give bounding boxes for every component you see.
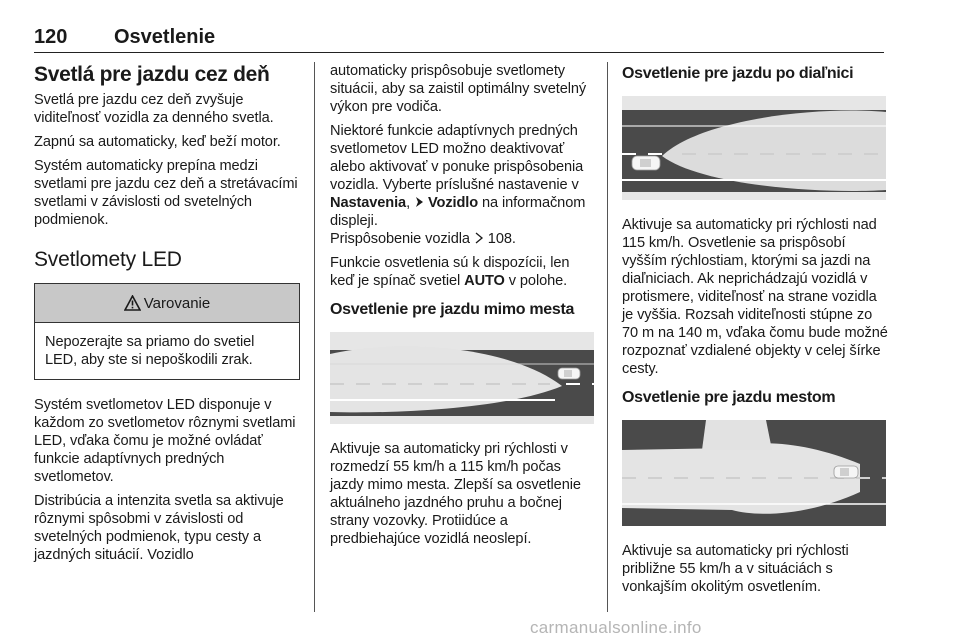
column-3: [622, 62, 888, 602]
warning-title: Varovanie: [143, 294, 211, 312]
watermark: carmanualsonline.info: [530, 618, 702, 637]
menu-vehicle-label: Vozidlo: [427, 195, 479, 211]
paragraph: automaticky prispôsobuje svetlomety situácii, aby sa zaistil optimálny svetelný výkon pre vodiča.: [330, 63, 587, 115]
text-span: v polohe.: [504, 273, 568, 289]
warning-box: [34, 283, 300, 380]
warning-text: Nepozerajte sa priamo do svetiel LED, aby ste si nepoškodili zrak.: [45, 334, 255, 368]
paragraph-settings: [330, 122, 594, 248]
page-reference: 108.: [487, 231, 516, 247]
paragraph: Aktivuje sa automaticky pri rýchlosti v rozmedzí 55 km/h a 115 km/h počas jazdy mimo mesta. Zlepší sa osvetlenie aktuálneho jazdného pruhu a bočnej strany vozovky. Protiidúce a predbiehajúce vozidlá neoslepí.: [330, 441, 581, 547]
column-divider: [314, 62, 315, 612]
paragraph: Aktivuje sa automaticky pri rýchlosti približne 55 km/h a v situáciách s vonkajším okolitým osvetlením.: [622, 543, 849, 595]
text-span: na informačnom displeji.: [330, 195, 586, 229]
paragraph: Svetlá pre jazdu cez deň zvyšuje viditeľnosť vozidla za denného svetla.: [34, 92, 274, 126]
column-2: [330, 62, 594, 554]
paragraph: Aktivuje sa automaticky pri rýchlosti nad 115 km/h. Osvetlenie sa prispôsobí vyšším rýchlostiam, ktorými sa jazdi na diaľniciach. Ak neprichádzajú vozidlá v protismere, viditeľnosť na strane vozidla je vyššia. Rozsah viditeľnosti stúpne zo 70 m na 140 m, vďaka čomu bude možné rozpoznať vzdialené objekty v celej šírke cesty.: [622, 217, 888, 377]
section-heading-country: Osvetlenie pre jazdu mimo mesta: [330, 301, 575, 318]
paragraph: Systém svetlometov LED disponuje v každom zo svetlometov rôznymi svetlami LED, vďaka čomu je možné ovládať funkcie adaptívnych predných svetlometov.: [34, 397, 296, 485]
auto-switch-label: AUTO: [464, 273, 505, 289]
text-span: ,: [406, 195, 414, 211]
paragraph: Distribúcia a intenzita svetla sa aktivuje rôznymi spôsobmi v závislosti od svetelných podmienok, typu cesty a jazdných situácií. Vozidlo: [34, 493, 284, 563]
town-light-illustration: [622, 420, 886, 526]
warning-triangle-icon: [124, 295, 141, 311]
column-1: [34, 62, 300, 570]
text-span: Prispôsobenie vozidla: [330, 231, 474, 247]
motorway-light-illustration: [622, 96, 886, 200]
paragraph: [330, 254, 594, 290]
menu-settings-label: Nastavenia: [330, 195, 407, 211]
page-number: 120: [34, 26, 68, 48]
section-heading-motorway: Osvetlenie pre jazdu po diaľnici: [622, 65, 854, 82]
country-light-illustration: [330, 332, 594, 424]
arrow-right-icon: [414, 196, 424, 208]
paragraph: Systém automaticky prepína medzi svetlami pre jazdu cez deň a stretávacími svetlami v závislosti od svetelných podmienok.: [34, 158, 298, 228]
text-span: Niektoré funkcie adaptívnych predných svetlometov LED možno deaktivovať alebo aktivovať v ponuke prispôsobenia vozidla. Vyberte príslušné nastavenie v: [330, 123, 584, 193]
section-heading-town: Osvetlenie pre jazdu mestom: [622, 389, 836, 406]
warning-header: [35, 284, 299, 323]
text-span: Funkcie osvetlenia sú k dispozícii, len keď je spínač svetiel: [330, 255, 570, 289]
page-reference-arrow-icon: [474, 232, 484, 244]
chapter-title: Osvetlenie: [114, 26, 216, 48]
section-heading-led: Svetlomety LED: [34, 248, 182, 271]
page-header: [34, 24, 884, 53]
section-heading-drl: Svetlá pre jazdu cez deň: [34, 63, 270, 86]
paragraph: Zapnú sa automaticky, keď beží motor.: [34, 134, 281, 150]
warning-body: [35, 323, 299, 379]
column-divider: [607, 62, 608, 612]
